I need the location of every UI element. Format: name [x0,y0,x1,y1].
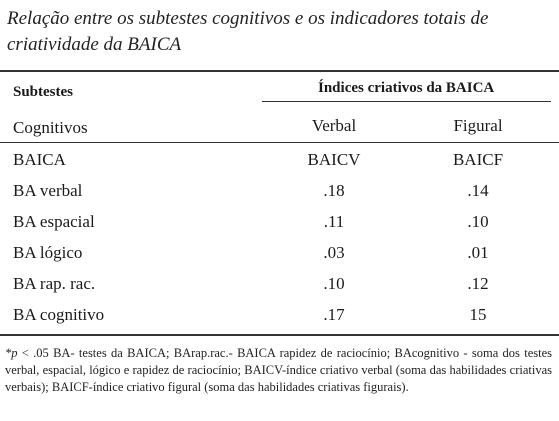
footnote-p-marker: *p [5,346,18,360]
header-figural: Figural [453,116,503,135]
row-verbal-value: .03 [323,243,345,262]
row-figural-value: .01 [467,243,489,262]
row-label: BA lógico [13,243,83,262]
table-footnote [5,345,552,396]
row-figural-value: 15 [469,305,487,324]
row-figural-value: .12 [467,274,489,293]
row-label: BA cognitivo [13,305,105,324]
header-cognitivos: Cognitivos [13,118,88,137]
row-verbal-value: .10 [323,274,345,293]
row-figural-value: BAICF [452,150,504,169]
header-subtests: Subtestes [13,84,74,100]
row-figural-value: .14 [467,181,489,200]
footnote-text: < .05 BA- testes da BAICA; BArap.rac.- BAICA rapidez de raciocínio; BAcognitivo - soma dos testes verbal, espacial, lógico e rapidez de raciocínio; BAICV-índice criativo verbal (soma das habilidades criativas verbais); BAICF-índice criativo figural (soma das habilidades criativas figurais). [5,346,552,394]
row-label: BA espacial [13,212,95,231]
row-verbal-value: BAICV [307,150,361,169]
row-verbal-value: .18 [323,181,345,200]
table-title: Relação entre os subtestes cognitivos e os indicadores totais de criatividade da BAICA [7,8,489,55]
header-group-label: Índices criativos da BAICA [318,80,495,96]
header-group-rule [262,101,551,102]
header-verbal: Verbal [311,116,357,135]
header-bottom-rule [0,142,559,143]
row-label: BA verbal [13,181,83,200]
row-label: BAICA [13,150,66,169]
row-verbal-value: .17 [323,305,345,324]
row-label: BA rap. rac. [13,274,96,293]
row-verbal-value: .11 [323,212,345,231]
table-bottom-rule [0,334,559,336]
table-top-rule [0,70,559,72]
row-figural-value: .10 [467,212,489,231]
